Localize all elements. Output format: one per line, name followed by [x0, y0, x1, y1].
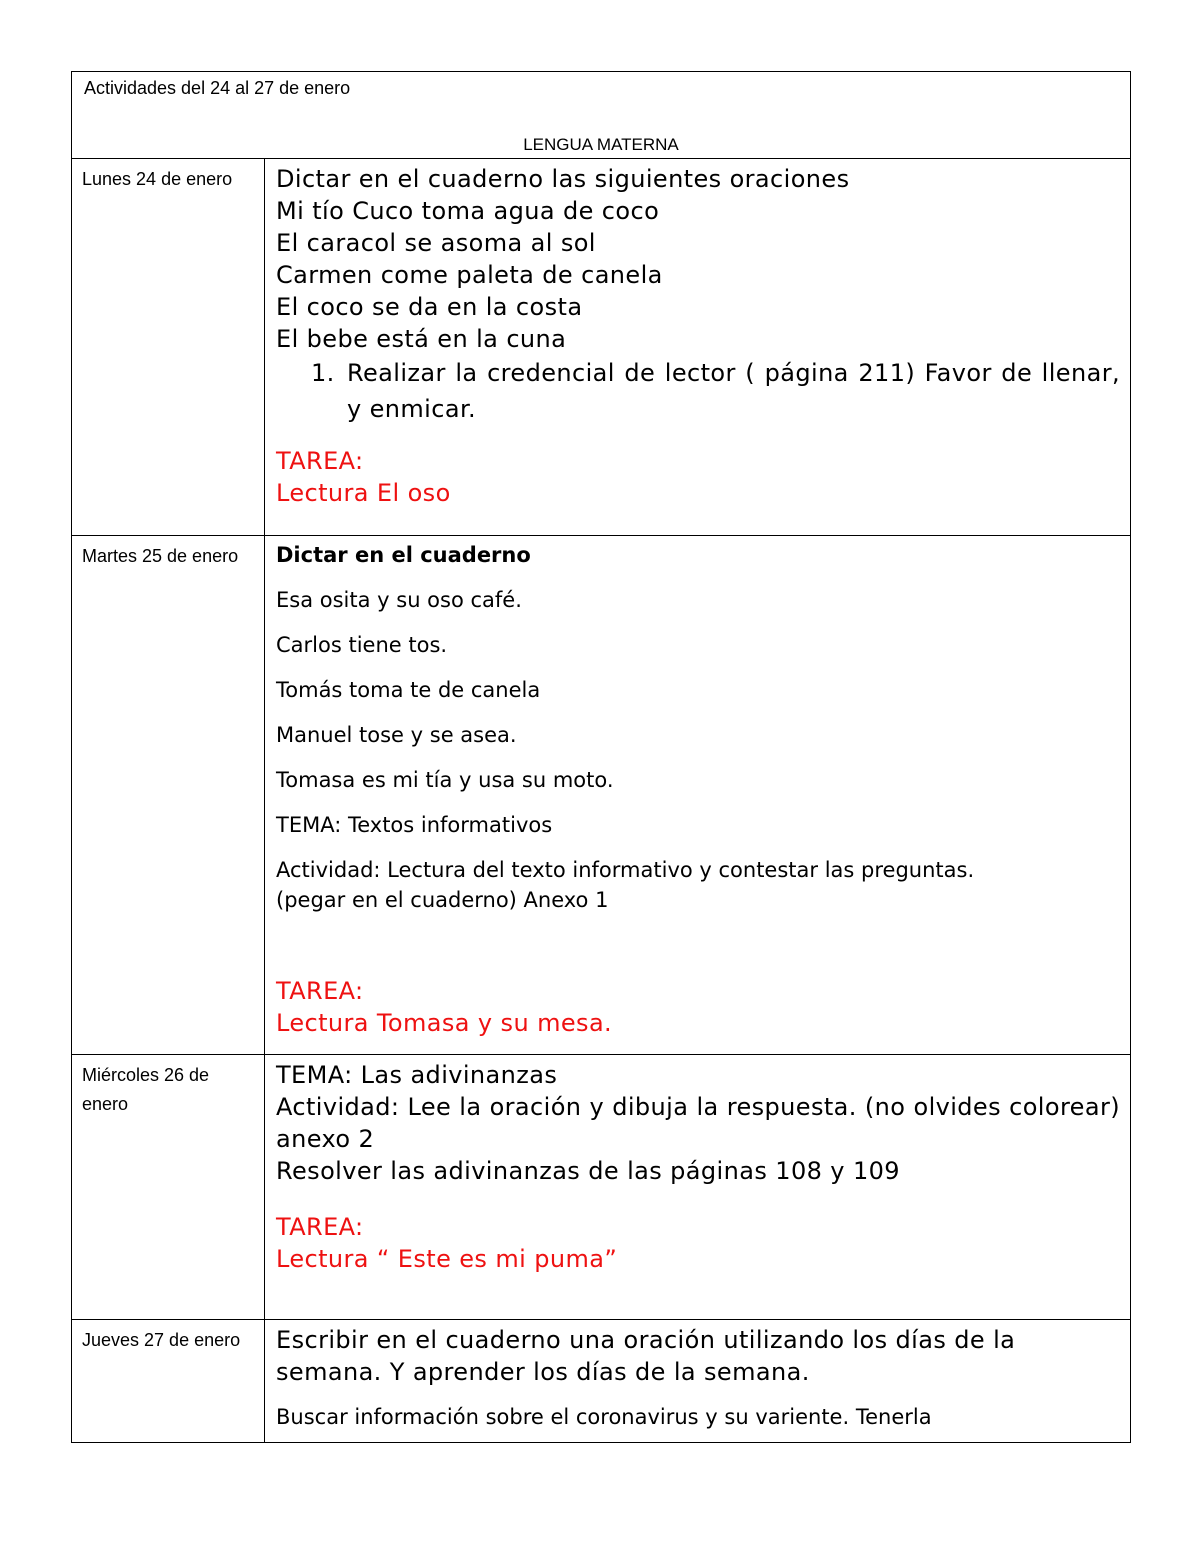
monday-sentence: Mi tío Cuco toma agua de coco: [276, 197, 660, 225]
monday-sentence: El coco se da en la costa: [276, 293, 583, 321]
tuesday-sentence: Tomás toma te de canela: [276, 678, 541, 702]
monday-sentence: Carmen come paleta de canela: [276, 261, 663, 289]
monday-sentence: El caracol se asoma al sol: [276, 229, 596, 257]
activities-page: [71, 71, 1130, 1443]
document-title: Actividades del 24 al 27 de enero: [84, 78, 351, 98]
wednesday-resolve: Resolver las adivinanzas de las páginas 108 y 109: [276, 1157, 900, 1185]
list-number: 1.: [311, 359, 335, 387]
monday-homework: Lectura El oso: [276, 479, 451, 507]
thursday-research: Buscar información sobre el coronavirus y su variente. Tenerla: [276, 1405, 932, 1429]
tuesday-activity-line: (pegar en el cuaderno) Anexo 1: [276, 888, 609, 912]
activities-table: [71, 71, 1131, 1443]
day-content-monday: [265, 159, 1131, 536]
tuesday-intro: Dictar en el cuaderno: [276, 543, 531, 567]
tuesday-topic: TEMA: Textos informativos: [276, 813, 553, 837]
thursday-task: Escribir en el cuaderno una oración utilizando los días de la semana. Y aprender los días de la semana.: [276, 1326, 1016, 1386]
day-row-tuesday: [72, 536, 1131, 1055]
wednesday-homework: Lectura “ Este es mi puma”: [276, 1245, 618, 1273]
header-cell: [72, 72, 1131, 159]
monday-homework-label: TAREA:: [276, 447, 364, 475]
wednesday-activity: Actividad: Lee la oración y dibuja la respuesta. (no olvides colorear) anexo 2: [276, 1093, 1120, 1153]
wednesday-homework-label: TAREA:: [276, 1213, 364, 1241]
tuesday-activity: [276, 855, 1120, 915]
day-label-thursday: Jueves 27 de enero: [72, 1320, 265, 1443]
wednesday-topic: TEMA: Las adivinanzas: [276, 1061, 558, 1089]
tuesday-sentence: Carlos tiene tos.: [276, 633, 448, 657]
tuesday-sentence: Manuel tose y se asea.: [276, 723, 517, 747]
tuesday-homework-label: TAREA:: [276, 977, 364, 1005]
tuesday-homework: Lectura Tomasa y su mesa.: [276, 1009, 613, 1037]
day-label-wednesday: Miércoles 26 de enero: [72, 1055, 265, 1320]
tuesday-activity-line: Actividad: Lectura del texto informativo y contestar las preguntas.: [276, 858, 975, 882]
day-content-wednesday: [265, 1055, 1131, 1320]
tuesday-sentence: Tomasa es mi tía y usa su moto.: [276, 768, 614, 792]
subject-title: LENGUA MATERNA: [523, 135, 679, 154]
day-label-tuesday: Martes 25 de enero: [72, 536, 265, 1055]
day-label-monday: Lunes 24 de enero: [72, 159, 265, 536]
day-row-thursday: [72, 1320, 1131, 1443]
day-content-tuesday: [265, 536, 1131, 1055]
monday-numbered-item: [276, 355, 1120, 427]
day-row-wednesday: [72, 1055, 1131, 1320]
tuesday-sentence: Esa osita y su oso café.: [276, 588, 522, 612]
day-content-thursday: [265, 1320, 1131, 1443]
day-row-monday: [72, 159, 1131, 536]
monday-intro: Dictar en el cuaderno las siguientes oraciones: [276, 165, 850, 193]
header-row: [72, 72, 1131, 159]
monday-sentence: El bebe está en la cuna: [276, 325, 567, 353]
monday-list-text: Realizar la credencial de lector ( página 211) Favor de llenar, y enmicar.: [347, 359, 1120, 423]
